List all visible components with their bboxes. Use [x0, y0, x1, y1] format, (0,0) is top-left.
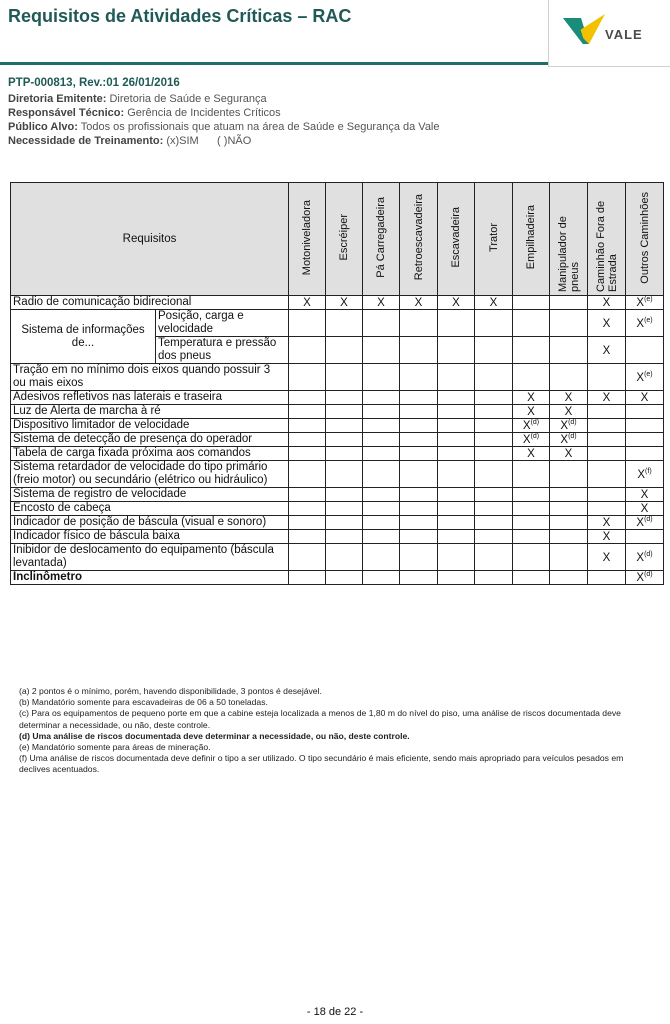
column-header-label: Manipulador de pneus — [556, 215, 581, 292]
mark-cell — [588, 502, 626, 516]
document-title: Requisitos de Atividades Críticas – RAC — [8, 6, 352, 26]
mark: X — [636, 317, 645, 330]
table-row — [11, 488, 664, 502]
mark-cell — [513, 571, 550, 585]
column-header — [588, 183, 626, 296]
mark-cell — [400, 571, 438, 585]
vale-logo-icon — [563, 14, 605, 48]
mark-cell — [289, 502, 326, 516]
table-row — [11, 433, 664, 447]
mark-cell — [588, 516, 626, 530]
mark-cell — [475, 530, 513, 544]
mark-cell — [326, 447, 363, 461]
mark-cell — [438, 502, 475, 516]
table-row — [11, 391, 664, 405]
mark-cell — [438, 571, 475, 585]
mark-cell — [550, 502, 588, 516]
table-row — [11, 516, 664, 530]
mark-cell — [363, 364, 400, 391]
mark-cell — [438, 447, 475, 461]
mark-cell — [475, 544, 513, 571]
mark: X — [414, 296, 423, 309]
row-label: Sistema retardador de velocidade do tipo primário (freio motor) ou secundário (elétrico ou hidráulico) — [11, 461, 289, 488]
meta-label: Público Alvo: — [8, 121, 78, 133]
mark: X — [636, 296, 645, 309]
mark-cell — [626, 488, 664, 502]
column-header-label: Empilhadeira — [525, 205, 538, 270]
mark: X — [489, 296, 498, 309]
mark: X — [522, 419, 531, 432]
mark-cell — [513, 544, 550, 571]
mark-cell — [363, 571, 400, 585]
mark-cell — [326, 516, 363, 530]
mark-cell — [588, 433, 626, 447]
mark-cell — [400, 447, 438, 461]
page-number: - 18 de 22 - — [306, 1006, 364, 1018]
column-header-label: Caminhão Fora de Estrada — [594, 200, 619, 292]
mark-footnote-ref: (e) — [644, 316, 653, 324]
mark-cell — [475, 419, 513, 433]
mark-cell — [513, 516, 550, 530]
mark-cell — [400, 516, 438, 530]
mark-cell — [513, 433, 550, 447]
mark-cell — [513, 391, 550, 405]
mark-cell — [400, 488, 438, 502]
document-code: PTP-000813, Rev.:01 26/01/2016 — [8, 77, 180, 89]
row-label: Dispositivo limitador de velocidade — [11, 419, 289, 433]
mark-cell — [326, 530, 363, 544]
mark-cell — [475, 405, 513, 419]
mark-cell — [513, 447, 550, 461]
column-header-label: Pá Carregadeira — [375, 197, 388, 278]
table-row — [11, 571, 664, 585]
mark-cell — [400, 296, 438, 310]
requirements-table — [10, 182, 664, 585]
mark: X — [377, 296, 385, 309]
column-header — [289, 183, 326, 296]
mark-cell — [626, 296, 664, 310]
mark: X — [452, 296, 460, 309]
row-label: Luz de Alerta de marcha à ré — [11, 405, 289, 419]
table-row — [11, 447, 664, 461]
mark-cell — [475, 447, 513, 461]
mark-cell — [588, 571, 626, 585]
mark-cell — [475, 310, 513, 337]
mark-footnote-ref: (d) — [644, 571, 653, 579]
column-header — [626, 183, 664, 296]
mark-cell — [326, 419, 363, 433]
mark-cell — [626, 530, 664, 544]
mark-cell — [550, 516, 588, 530]
column-header — [513, 183, 550, 296]
mark-cell — [289, 516, 326, 530]
mark-cell — [588, 337, 626, 364]
mark: X — [340, 296, 348, 309]
mark-footnote-ref: (d) — [568, 433, 577, 441]
footnote: (b) Mandatório somente para escavadeiras de 06 a 50 toneladas. — [19, 697, 268, 708]
mark-cell — [588, 488, 626, 502]
table-header-row — [11, 183, 664, 296]
mark: X — [640, 391, 649, 404]
mark-cell — [626, 447, 664, 461]
mark: X — [560, 419, 569, 432]
mark-cell — [438, 296, 475, 310]
mark-cell — [289, 544, 326, 571]
mark-cell — [550, 296, 588, 310]
mark-cell — [289, 488, 326, 502]
mark-cell — [363, 405, 400, 419]
mark-cell — [550, 544, 588, 571]
meta-label: Diretoria Emitente: — [8, 93, 107, 105]
column-header-label: Trator — [487, 223, 500, 252]
row-label: Temperatura e pressão dos pneus — [156, 337, 289, 364]
column-header-label: Motoniveladora — [301, 199, 314, 276]
column-header — [438, 183, 475, 296]
mark-cell — [513, 530, 550, 544]
row-label: Indicador de posição de báscula (visual e sonoro) — [11, 516, 289, 530]
mark-cell — [363, 337, 400, 364]
mark-cell — [289, 571, 326, 585]
mark-cell — [588, 530, 626, 544]
mark-cell — [363, 433, 400, 447]
mark-cell — [438, 433, 475, 447]
requirements-header: Requisitos — [11, 183, 289, 296]
mark-cell — [475, 488, 513, 502]
mark-cell — [475, 364, 513, 391]
mark: X — [564, 391, 573, 404]
mark-cell — [550, 337, 588, 364]
mark-cell — [513, 502, 550, 516]
mark-footnote-ref: (d) — [568, 419, 577, 427]
mark-cell — [289, 364, 326, 391]
mark-cell — [588, 310, 626, 337]
mark-cell — [326, 571, 363, 585]
mark-cell — [475, 502, 513, 516]
mark-cell — [400, 419, 438, 433]
mark-cell — [326, 502, 363, 516]
mark-cell — [513, 337, 550, 364]
mark-cell — [626, 461, 664, 488]
mark-cell — [550, 433, 588, 447]
mark-cell — [550, 447, 588, 461]
mark-cell — [400, 391, 438, 405]
mark-cell — [475, 571, 513, 585]
mark-cell — [326, 461, 363, 488]
mark-cell — [588, 419, 626, 433]
meta-line — [8, 92, 440, 106]
table-row — [11, 405, 664, 419]
mark-cell — [438, 337, 475, 364]
row-label: Sistema de registro de velocidade — [11, 488, 289, 502]
column-header — [550, 183, 588, 296]
mark-cell — [289, 433, 326, 447]
mark: X — [602, 530, 611, 543]
mark-footnote-ref: (e) — [644, 370, 653, 378]
mark-cell — [289, 461, 326, 488]
mark-cell — [326, 337, 363, 364]
mark-cell — [475, 433, 513, 447]
mark: X — [602, 344, 611, 357]
mark-cell — [626, 516, 664, 530]
mark-cell — [513, 419, 550, 433]
meta-line — [8, 120, 440, 134]
table-row — [11, 364, 664, 391]
logo-text: VALE — [605, 27, 643, 42]
mark-cell — [400, 544, 438, 571]
mark-cell — [550, 488, 588, 502]
document-meta — [8, 76, 440, 148]
mark-cell — [626, 364, 664, 391]
meta-value: Todos os profissionais que atuam na área de Saúde e Segurança da Vale — [77, 121, 440, 133]
column-header — [363, 183, 400, 296]
mark-footnote-ref: (d) — [530, 419, 540, 427]
mark-cell — [475, 461, 513, 488]
mark-cell — [550, 364, 588, 391]
row-label: Radio de comunicação bidirecional — [11, 296, 289, 310]
mark-cell — [550, 571, 588, 585]
row-label: Tração em no mínimo dois eixos quando possuir 3 ou mais eixos — [11, 364, 289, 391]
mark-cell — [588, 364, 626, 391]
row-label: Inibidor de deslocamento do equipamento (báscula levantada) — [11, 544, 289, 571]
mark: X — [564, 405, 573, 418]
mark-cell — [400, 310, 438, 337]
row-label: Adesivos refletivos nas laterais e traseira — [11, 391, 289, 405]
mark: X — [602, 551, 611, 564]
mark: X — [636, 371, 645, 384]
column-header-label: Escréiper — [338, 214, 351, 261]
mark-cell — [588, 544, 626, 571]
mark-cell — [363, 296, 400, 310]
page-header — [0, 0, 670, 64]
mark-cell — [588, 461, 626, 488]
mark-cell — [400, 405, 438, 419]
mark-cell — [363, 530, 400, 544]
mark: X — [527, 405, 535, 418]
mark-cell — [513, 488, 550, 502]
footnote: (c) Para os equipamentos de pequeno porte em que a cabine esteja localizada a menos de 1,80 m do nível do piso, uma análise de riscos documentada deve determinar a necessidade, ou não, deste controle. — [19, 708, 621, 730]
meta-value: (x)SIM ( )NÃO — [163, 135, 252, 147]
mark-cell — [326, 544, 363, 571]
mark-cell — [363, 488, 400, 502]
mark: X — [602, 296, 611, 309]
mark-cell — [289, 337, 326, 364]
row-group-label: Sistema de informações de... — [11, 310, 156, 364]
mark-cell — [363, 310, 400, 337]
row-label: Encosto de cabeça — [11, 502, 289, 516]
mark-cell — [289, 447, 326, 461]
meta-label: Responsável Técnico: — [8, 107, 125, 119]
mark-cell — [438, 364, 475, 391]
column-header — [400, 183, 438, 296]
mark: X — [636, 551, 645, 564]
mark: X — [637, 468, 646, 481]
mark-cell — [438, 488, 475, 502]
row-label: Posição, carga e velocidade — [156, 310, 289, 337]
mark-cell — [400, 502, 438, 516]
footnote: (a) 2 pontos é o mínimo, porém, havendo disponibilidade, 3 pontos é desejável. — [19, 686, 322, 696]
table-row — [11, 502, 664, 516]
mark-cell — [400, 337, 438, 364]
footnote: (f) Uma análise de riscos documentada deve definir o tipo a ser utilizado. O tipo secundário é mais eficiente, sendo mais apropriado para veículos pesados em declives acentuados. — [19, 753, 624, 775]
mark-cell — [550, 310, 588, 337]
mark-footnote-ref: (d) — [644, 516, 653, 524]
mark-footnote-ref: (d) — [530, 433, 540, 441]
mark-cell — [513, 364, 550, 391]
header-divider — [0, 62, 548, 65]
mark-cell — [363, 419, 400, 433]
mark-cell — [626, 310, 664, 337]
mark-cell — [363, 447, 400, 461]
column-header — [475, 183, 513, 296]
mark-footnote-ref: (e) — [644, 296, 653, 304]
mark-cell — [626, 544, 664, 571]
mark-cell — [363, 391, 400, 405]
mark-cell — [326, 296, 363, 310]
mark-cell — [513, 405, 550, 419]
mark: X — [636, 516, 645, 529]
table-row — [11, 544, 664, 571]
mark-cell — [588, 447, 626, 461]
column-header — [326, 183, 363, 296]
row-label: Sistema de detecção de presença do operador — [11, 433, 289, 447]
mark-cell — [289, 296, 326, 310]
mark-footnote-ref: (f) — [645, 467, 652, 475]
row-label: Inclinômetro — [11, 571, 289, 585]
mark: X — [527, 447, 535, 460]
row-label: Tabela de carga fixada próxima aos comandos — [11, 447, 289, 461]
mark-cell — [438, 310, 475, 337]
meta-value: Diretoria de Saúde e Segurança — [106, 93, 267, 105]
mark-cell — [438, 516, 475, 530]
mark: X — [640, 502, 649, 515]
mark-cell — [513, 310, 550, 337]
mark-cell — [550, 405, 588, 419]
table-row — [11, 296, 664, 310]
mark-cell — [363, 502, 400, 516]
mark-cell — [438, 391, 475, 405]
mark-cell — [400, 461, 438, 488]
mark-cell — [626, 433, 664, 447]
mark-cell — [626, 405, 664, 419]
row-label: Indicador físico de báscula baixa — [11, 530, 289, 544]
mark-cell — [475, 337, 513, 364]
mark-cell — [326, 433, 363, 447]
mark: X — [560, 433, 569, 446]
mark: X — [303, 296, 311, 309]
mark-cell — [626, 502, 664, 516]
mark-cell — [626, 391, 664, 405]
table-row — [11, 530, 664, 544]
mark-cell — [588, 296, 626, 310]
mark-cell — [626, 571, 664, 585]
mark-cell — [550, 391, 588, 405]
mark: X — [636, 571, 645, 584]
mark: X — [602, 391, 611, 404]
mark-cell — [363, 461, 400, 488]
mark-cell — [326, 405, 363, 419]
mark-cell — [289, 419, 326, 433]
mark-cell — [475, 296, 513, 310]
mark-cell — [326, 488, 363, 502]
column-header-label: Escavadeira — [450, 207, 463, 268]
footnote: (e) Mandatório somente para áreas de mineração. — [19, 742, 211, 753]
mark-cell — [363, 516, 400, 530]
meta-line — [8, 134, 440, 148]
mark-cell — [438, 461, 475, 488]
meta-label: Necessidade de Treinamento: — [8, 135, 164, 147]
mark-cell — [513, 296, 550, 310]
mark-cell — [363, 544, 400, 571]
mark-cell — [626, 419, 664, 433]
mark-cell — [438, 530, 475, 544]
mark-cell — [588, 391, 626, 405]
mark-cell — [438, 405, 475, 419]
mark-cell — [289, 310, 326, 337]
column-header-label: Retroescavadeira — [412, 194, 425, 281]
mark: X — [522, 433, 531, 446]
mark-cell — [626, 337, 664, 364]
column-header-label: Outros Caminhões — [638, 191, 651, 284]
table-row — [11, 461, 664, 488]
mark: X — [527, 391, 535, 404]
mark-footnote-ref: (d) — [644, 550, 653, 558]
mark-cell — [550, 530, 588, 544]
mark-cell — [550, 461, 588, 488]
mark-cell — [289, 530, 326, 544]
mark-cell — [289, 391, 326, 405]
footnote: (d) Uma análise de riscos documentada deve determinar a necessidade, ou não, deste controle. — [19, 730, 410, 741]
mark-cell — [438, 544, 475, 571]
mark-cell — [400, 433, 438, 447]
mark-cell — [550, 419, 588, 433]
mark-cell — [326, 364, 363, 391]
mark-cell — [588, 405, 626, 419]
mark: X — [640, 488, 649, 501]
mark-cell — [513, 461, 550, 488]
table-row — [11, 310, 664, 337]
footnotes — [19, 686, 644, 776]
meta-line — [8, 106, 440, 120]
mark-cell — [475, 391, 513, 405]
mark: X — [602, 317, 611, 330]
logo-box — [548, 0, 670, 67]
mark-cell — [400, 364, 438, 391]
mark-cell — [438, 419, 475, 433]
mark-cell — [475, 516, 513, 530]
mark-cell — [326, 391, 363, 405]
mark: X — [564, 447, 573, 460]
table-row — [11, 419, 664, 433]
mark: X — [602, 516, 611, 529]
mark-cell — [400, 530, 438, 544]
mark-cell — [326, 310, 363, 337]
meta-value: Gerência de Incidentes Críticos — [124, 107, 281, 119]
mark-cell — [289, 405, 326, 419]
